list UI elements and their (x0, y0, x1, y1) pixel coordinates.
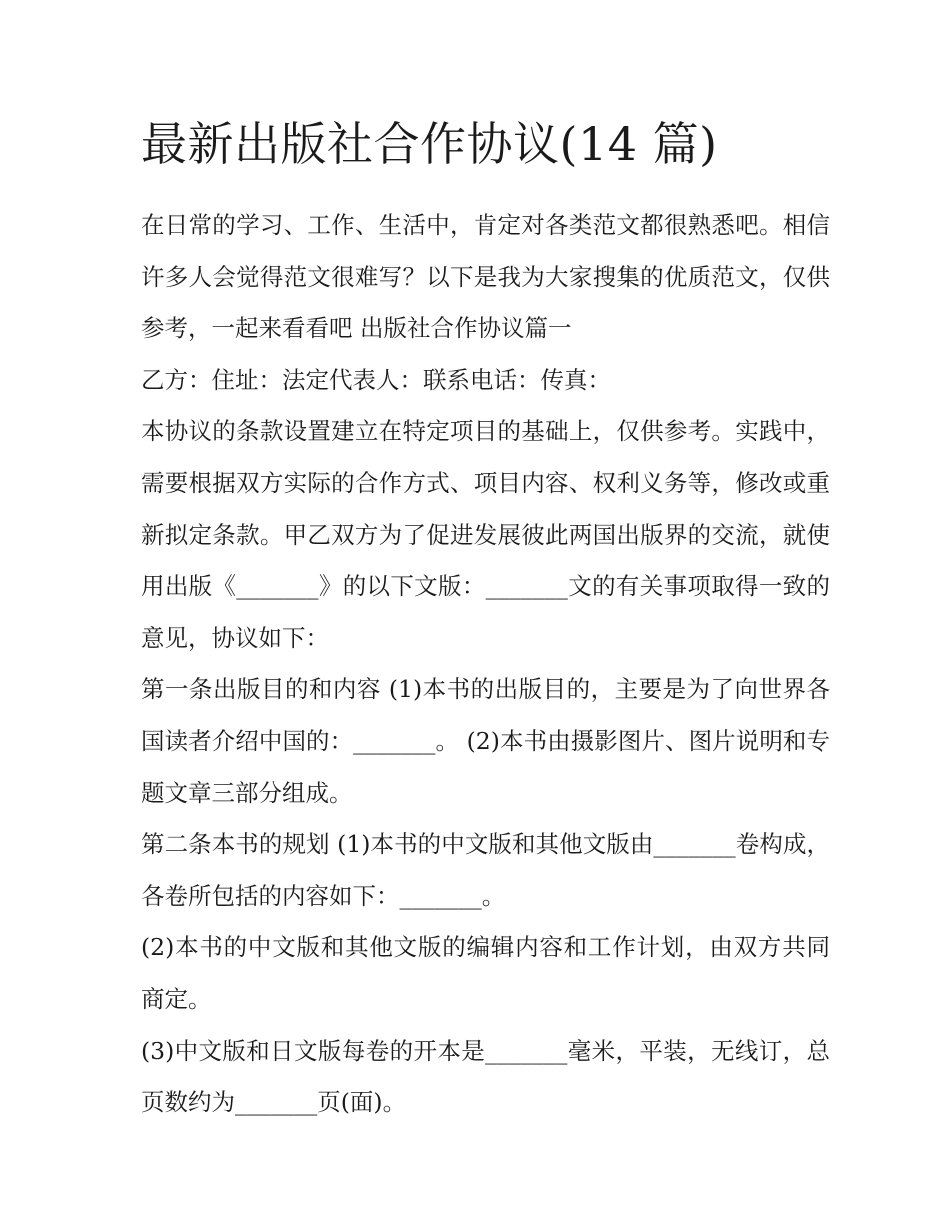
paragraph-article-2-item-3: (3)中文版和日文版每卷的开本是_______毫米，平装，无线订，总页数约为_______页(面)。 (141, 1036, 830, 1117)
paragraph-article-2: 第二条本书的规划 (1)本书的中文版和其他文版由_______卷构成，各卷所包括的内容如下：_______。 (141, 830, 830, 910)
paragraph-preamble: 本协议的条款设置建立在特定项目的基础上，仅供参考。实践中，需要根据双方实际的合作方式、项目内容、权利义务等，修改或重新拟定条款。甲乙双方为了促进发展彼此两国出版界的交流，就使用出版《_______》的以下文版：_______文的有关事项取得一致的意见，协议如下： (141, 417, 830, 652)
paragraph-party-b: 乙方：住址：法定代表人：联系电话：传真： (141, 365, 611, 394)
paragraph-intro: 在日常的学习、工作、生活中，肯定对各类范文都很熟悉吧。相信许多人会觉得范文很难写？以下是我为大家搜集的优质范文，仅供参考，一起来看看吧 出版社合作协议篇一 (141, 211, 830, 343)
paragraph-article-1: 第一条出版目的和内容 (1)本书的出版目的，主要是为了向世界各国读者介绍中国的：_______。 (2)本书由摄影图片、图片说明和专题文章三部分组成。 (141, 675, 830, 807)
document-title: 最新出版社合作协议(14 篇) (141, 117, 718, 171)
paragraph-article-2-item-2: (2)本书的中文版和其他文版的编辑内容和工作计划，由双方共同商定。 (141, 933, 830, 1013)
